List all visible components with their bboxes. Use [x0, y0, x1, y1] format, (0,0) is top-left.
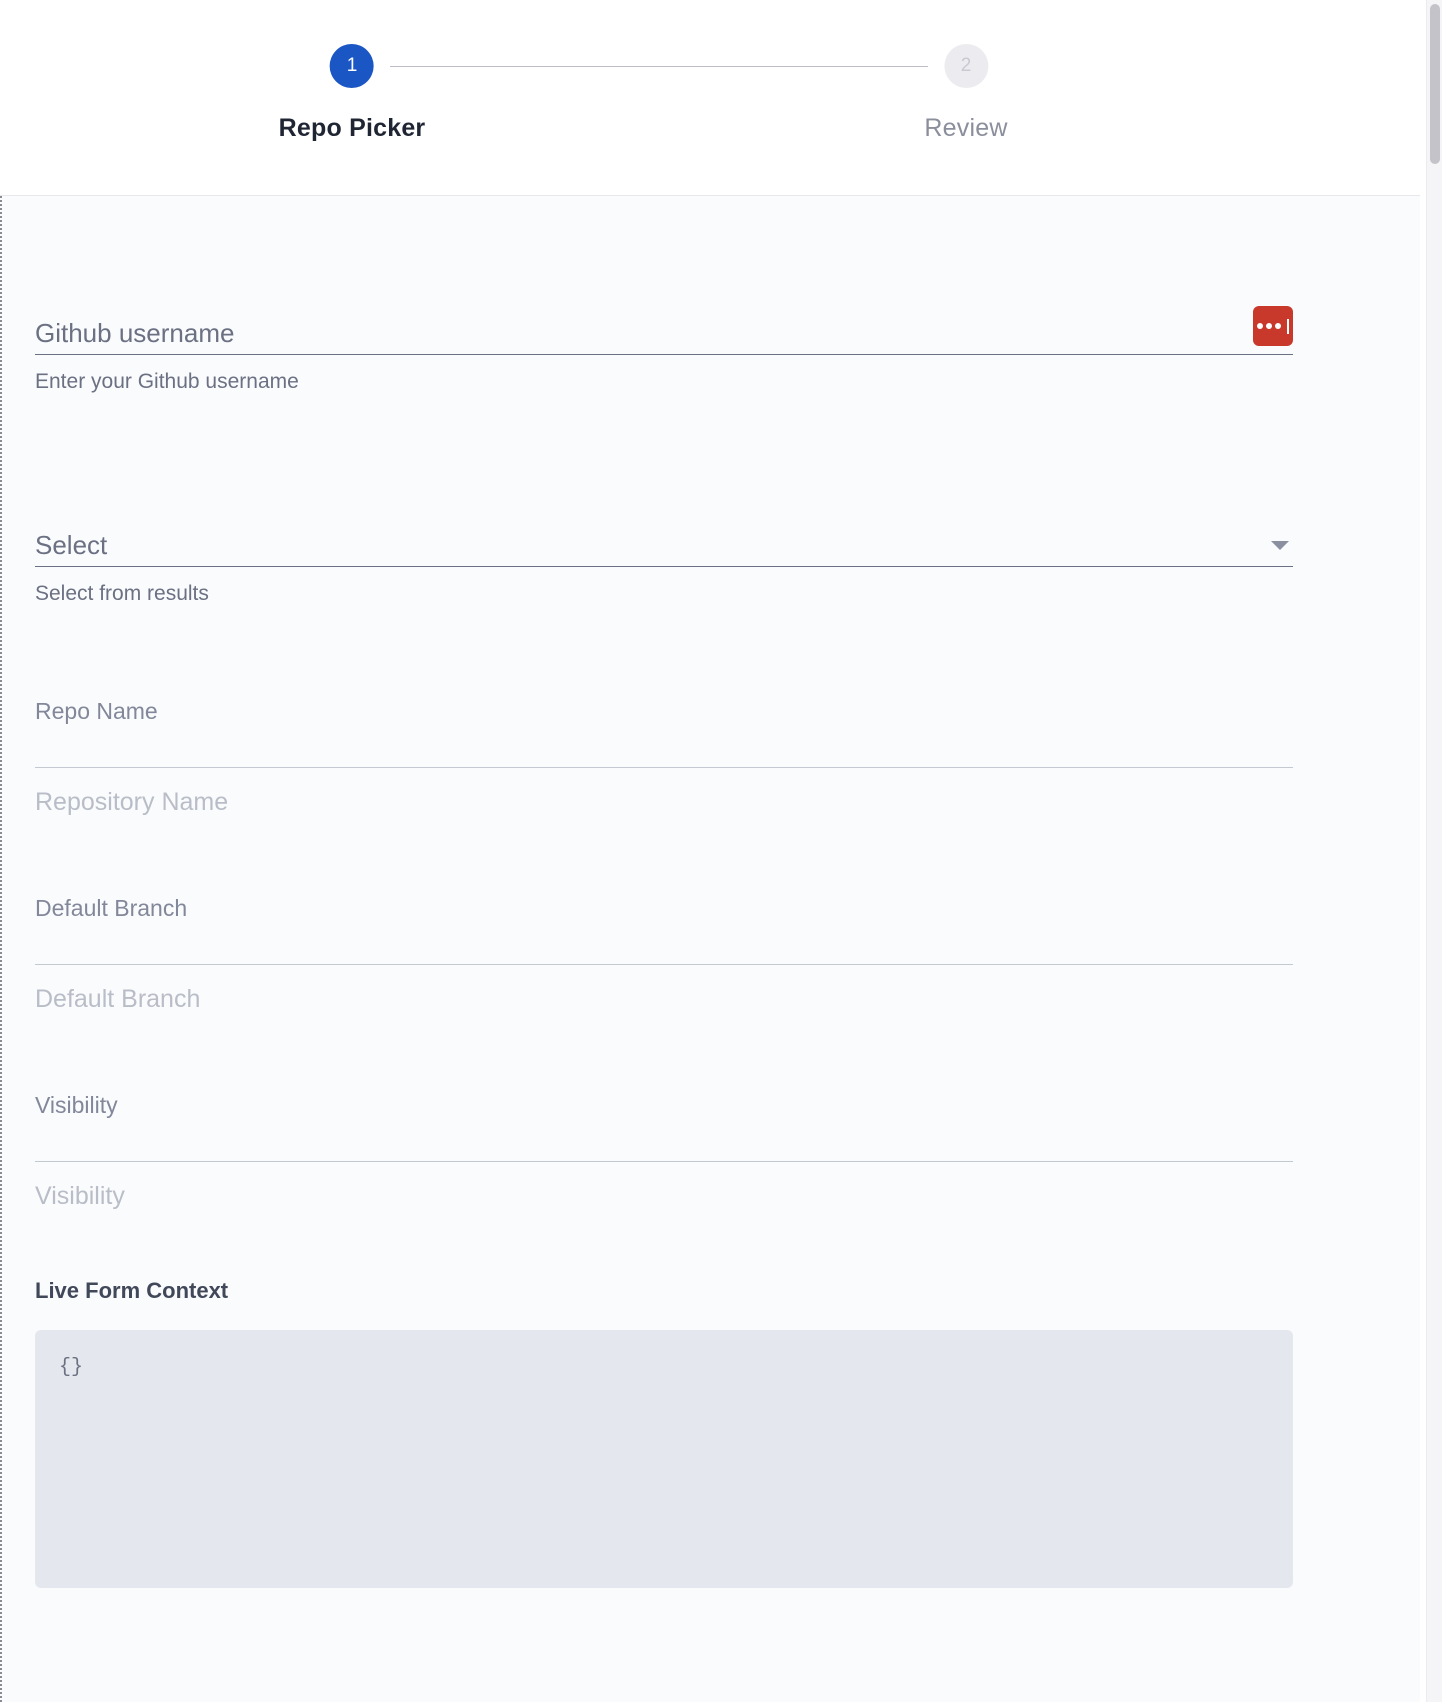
stepper-connector: [390, 66, 928, 67]
live-form-context-box: [35, 1330, 1293, 1588]
default-branch-underline[interactable]: [35, 964, 1293, 965]
step-1-number: 1: [346, 55, 358, 76]
live-form-context-title: Live Form Context: [35, 1278, 229, 1303]
step-1-label: Repo Picker: [278, 114, 426, 142]
dot-1: [1257, 323, 1263, 329]
repo-name-value: Repository Name: [35, 788, 229, 816]
step-2-circle[interactable]: [944, 44, 988, 88]
cursor-bar: [1287, 319, 1289, 334]
github-username-helper: Enter your Github username: [35, 370, 299, 393]
results-select-placeholder: Select: [35, 530, 108, 560]
repo-name-underline[interactable]: [35, 767, 1293, 768]
password-manager-icon[interactable]: [1253, 306, 1293, 346]
default-branch-field: [35, 897, 1293, 1012]
dot-2: [1266, 323, 1272, 329]
vertical-scrollbar-thumb[interactable]: [1430, 4, 1440, 164]
stepper-header: [0, 0, 1442, 196]
repo-name-field: [35, 700, 1293, 815]
live-form-context-json: {}: [59, 1356, 84, 1379]
visibility-label: Visibility: [35, 1092, 118, 1118]
github-username-field: [35, 298, 1293, 392]
visibility-underline[interactable]: [35, 1161, 1293, 1162]
vertical-scrollbar[interactable]: [1426, 0, 1442, 1702]
step-2-label: Review: [924, 114, 1008, 142]
results-select-field: [35, 510, 1293, 604]
github-username-placeholder: Github username: [35, 318, 235, 348]
step-review[interactable]: [924, 44, 1007, 143]
visibility-field: [35, 1094, 1293, 1209]
default-branch-value: Default Branch: [35, 985, 201, 1013]
dot-3: [1275, 323, 1281, 329]
repo-name-label: Repo Name: [35, 698, 158, 724]
visibility-value: Visibility: [35, 1182, 125, 1210]
results-select-input[interactable]: [35, 510, 1293, 567]
chevron-down-icon[interactable]: [1271, 541, 1289, 550]
step-repo-picker[interactable]: [279, 44, 426, 143]
default-branch-label: Default Branch: [35, 895, 188, 921]
github-username-input[interactable]: [35, 298, 1293, 355]
results-select-helper: Select from results: [35, 582, 209, 605]
form-panel: [0, 196, 1426, 1702]
step-1-circle[interactable]: [330, 44, 374, 88]
live-form-context: [35, 1280, 1293, 1588]
step-2-number: 2: [960, 55, 972, 76]
